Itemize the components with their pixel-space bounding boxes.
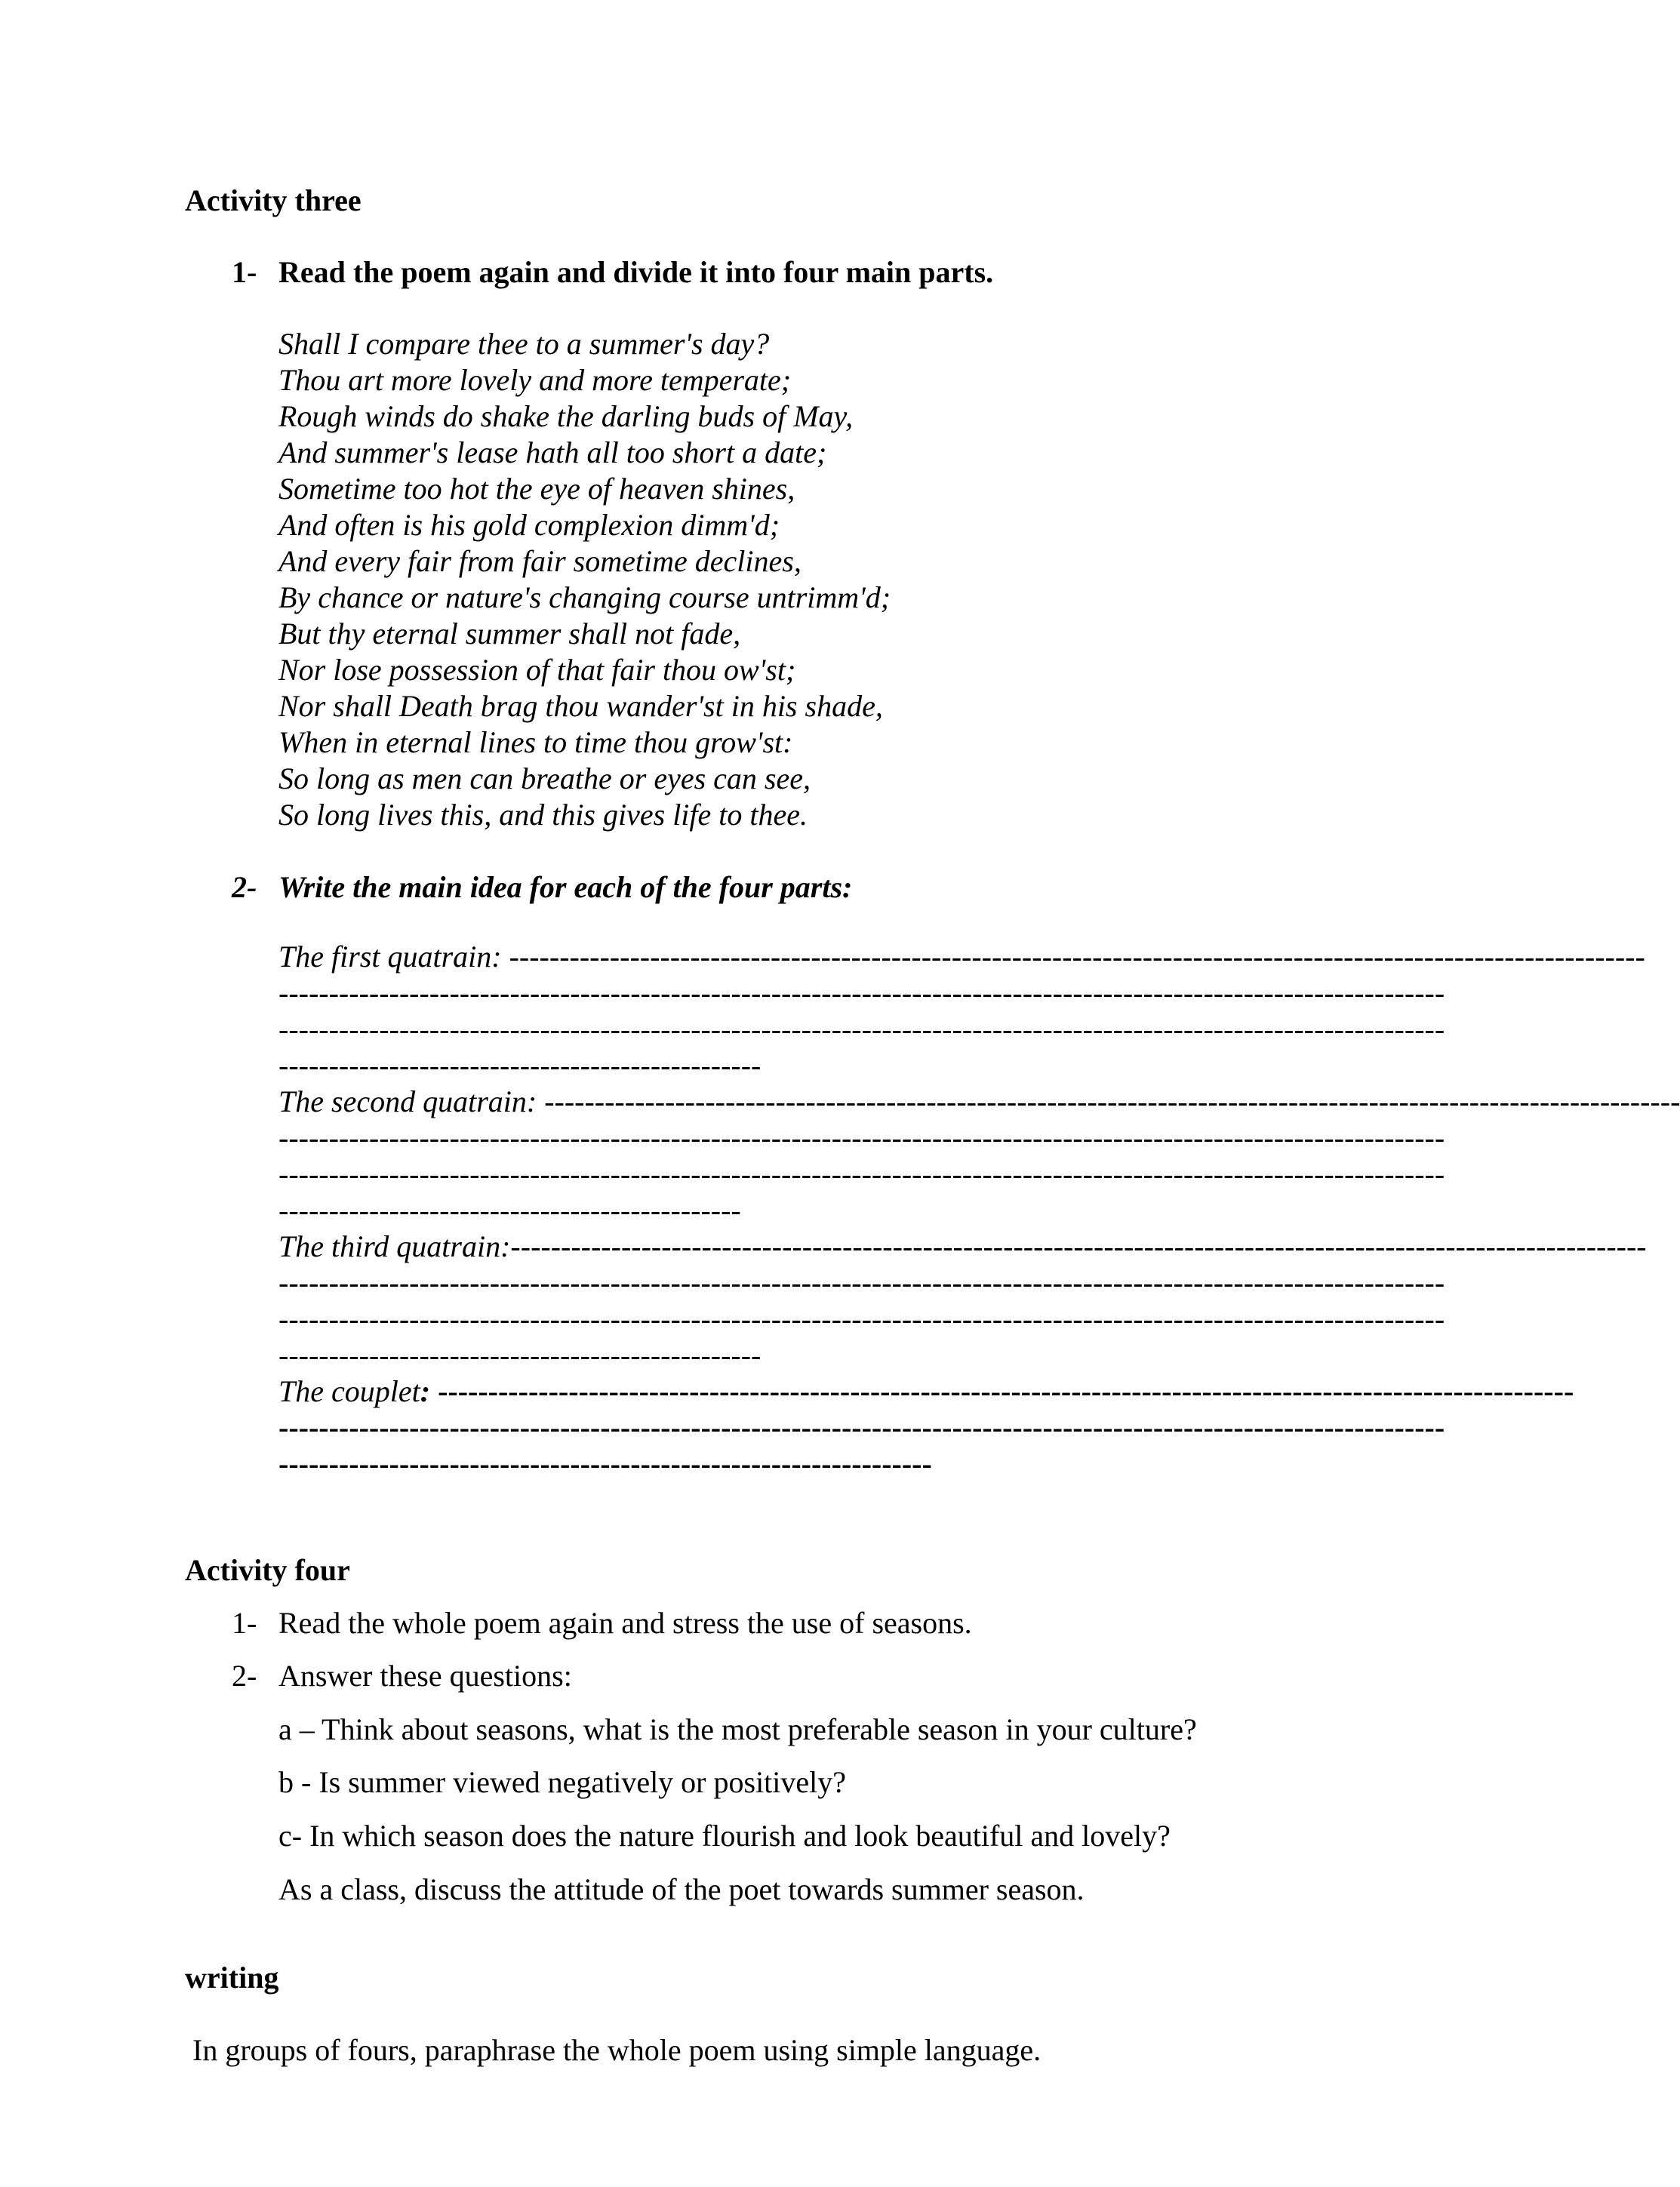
answer-line-first-quatrain: [278, 939, 1645, 975]
question-b: b - Is summer viewed negatively or positively?: [278, 1765, 847, 1799]
question-number: 2-: [232, 870, 257, 904]
poem-line: Sometime too hot the eye of heaven shines,: [278, 472, 795, 506]
answer-line-second-quatrain: [278, 1084, 1680, 1120]
answer-area: [278, 939, 1680, 1482]
answer-blank-line[interactable]: ------------------------------------------------: [278, 1338, 762, 1372]
answer-blank[interactable]: -----------------------------------------------------------------------------------------------------------------: [510, 1229, 1647, 1263]
third-quatrain-label: The third quatrain:: [278, 1229, 511, 1263]
activity-four-item-1: [232, 1605, 972, 1641]
answer-blank-line[interactable]: --------------------------------------------------------------------------------------------------------------------: [278, 1012, 1445, 1046]
poem-line: By chance or nature's changing course untrimm'd;: [278, 580, 891, 614]
activity-three-question-1: [232, 254, 993, 290]
answer-blank-line[interactable]: --------------------------------------------------------------------------------------------------------------------: [278, 1410, 1445, 1444]
poem-line: Thou art more lovely and more temperate;: [278, 363, 792, 397]
answer-blank-line[interactable]: ----------------------------------------------: [278, 1193, 741, 1227]
answer-blank[interactable]: -----------------------------------------------------------------------------------------------------------------: [509, 940, 1645, 974]
poem-line: Nor shall Death brag thou wander'st in his shade,: [278, 689, 883, 723]
answer-line-couplet: [278, 1373, 1574, 1410]
poem-line: So long lives this, and this gives life to thee.: [278, 798, 808, 832]
couplet-label: The couplet: [278, 1374, 420, 1408]
answer-blank-line[interactable]: --------------------------------------------------------------------------------------------------------------------: [278, 1266, 1445, 1300]
sonnet-poem: [278, 326, 891, 833]
poem-line: And summer's lease hath all too short a date;: [278, 435, 827, 469]
answer-blank-line[interactable]: --------------------------------------------------------------------------------------------------------------------: [278, 1157, 1445, 1191]
answer-blank-line[interactable]: ------------------------------------------------: [278, 1048, 762, 1082]
poem-line: Shall I compare thee to a summer's day?: [278, 327, 770, 361]
answer-blank-line[interactable]: --------------------------------------------------------------------------------------------------------------------: [278, 1121, 1445, 1155]
activity-three-question-2: [232, 869, 852, 905]
question-text: Write the main idea for each of the four parts:: [278, 870, 853, 904]
writing-instruction: In groups of fours, paraphrase the whole poem using simple language.: [192, 2033, 1042, 2067]
activity-four-item-2: [232, 1658, 572, 1693]
item-number: 2-: [232, 1659, 257, 1693]
writing-heading: writing: [185, 1961, 279, 1995]
question-a: a – Think about seasons, what is the most preferable season in your culture?: [278, 1712, 1197, 1746]
poem-line: And often is his gold complexion dimm'd;: [278, 508, 780, 542]
answer-blank[interactable]: -----------------------------------------------------------------------------------------------------------------: [438, 1374, 1574, 1408]
item-text: Read the whole poem again and stress the use of seasons.: [278, 1606, 972, 1640]
poem-line: Nor lose possession of that fair thou ow'st;: [278, 653, 796, 687]
item-text: Answer these questions:: [278, 1659, 572, 1693]
activity-three-heading: Activity three: [185, 183, 362, 217]
first-quatrain-label: The first quatrain:: [278, 940, 502, 974]
answer-blank[interactable]: -----------------------------------------------------------------------------------------------------------------: [544, 1084, 1680, 1118]
answer-blank-line[interactable]: --------------------------------------------------------------------------------------------------------------------: [278, 976, 1445, 1010]
question-c: c- In which season does the nature flourish and look beautiful and lovely?: [278, 1819, 1171, 1853]
question-number: 1-: [232, 255, 257, 289]
couplet-colon: :: [420, 1374, 431, 1408]
class-discussion-prompt: As a class, discuss the attitude of the poet towards summer season.: [278, 1872, 1085, 1906]
poem-line: Rough winds do shake the darling buds of May,: [278, 399, 854, 433]
poem-line: So long as men can breathe or eyes can see,: [278, 761, 811, 795]
poem-line: But thy eternal summer shall not fade,: [278, 617, 741, 651]
answer-blank-line[interactable]: -----------------------------------------------------------------: [278, 1447, 932, 1481]
answer-line-third-quatrain: [278, 1229, 1647, 1265]
poem-line: When in eternal lines to time thou grow'st:: [278, 725, 793, 759]
item-number: 1-: [232, 1606, 257, 1640]
question-text: Read the poem again and divide it into four main parts.: [278, 255, 994, 289]
answer-blank-line[interactable]: --------------------------------------------------------------------------------------------------------------------: [278, 1302, 1445, 1336]
activity-four-heading: Activity four: [185, 1553, 350, 1587]
second-quatrain-label: The second quatrain:: [278, 1084, 537, 1118]
poem-line: And every fair from fair sometime declines,: [278, 544, 802, 578]
